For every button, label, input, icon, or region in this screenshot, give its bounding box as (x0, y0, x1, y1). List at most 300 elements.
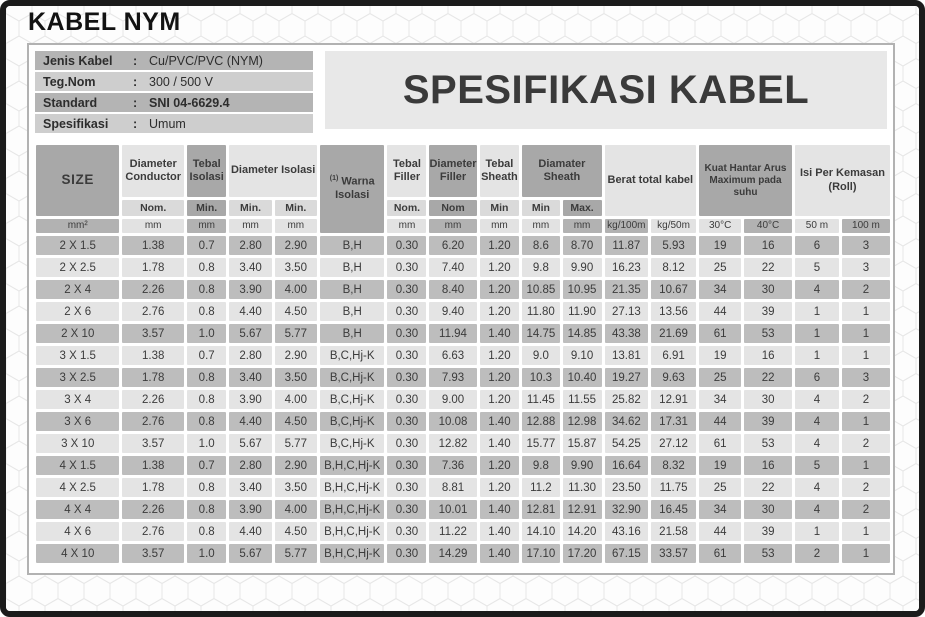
table-cell: 4.00 (275, 280, 317, 299)
table-cell: 1.78 (122, 478, 183, 497)
table-cell: 16.64 (605, 456, 649, 475)
table-cell: 44 (699, 412, 741, 431)
sub-sheath-min: Min (480, 200, 520, 216)
table-cell: 1.20 (480, 478, 520, 497)
table-cell: B,C,Hj-K (320, 434, 385, 453)
table-cell: 0.7 (187, 236, 227, 255)
table-cell: 4 (795, 434, 839, 453)
table-cell: 39 (744, 302, 792, 321)
table-cell: 39 (744, 522, 792, 541)
table-cell: 9.40 (429, 302, 476, 321)
table-cell: 16 (744, 456, 792, 475)
col-kuat-hantar-arus: Kuat Hantar Arus Maximum pada suhu (699, 145, 792, 216)
table-cell: 30 (744, 280, 792, 299)
table-cell: 4.50 (275, 302, 317, 321)
table-cell: 11.94 (429, 324, 476, 343)
table-row (36, 390, 890, 409)
table-cell: 10.01 (429, 500, 476, 519)
table-cell: 8.40 (429, 280, 476, 299)
table-cell: 54.25 (605, 434, 649, 453)
table-cell: 1 (842, 302, 890, 321)
table-cell: 61 (699, 544, 741, 563)
unit-size: mm² (36, 219, 119, 233)
table-cell: 19 (699, 236, 741, 255)
spec-title: SPESIFIKASI KABEL (402, 67, 810, 112)
table-cell: 0.30 (387, 390, 426, 409)
table-cell: 5 (795, 456, 839, 475)
table-cell: 39 (744, 412, 792, 431)
col-tebal-isolasi: Tebal Isolasi (187, 145, 227, 197)
table-cell: 17.10 (522, 544, 559, 563)
table-cell: 4.50 (275, 522, 317, 541)
table-cell: B,C,Hj-K (320, 368, 385, 387)
spec-table-body (36, 236, 890, 563)
info-label: Jenis Kabel (43, 53, 113, 68)
table-cell: B,H (320, 324, 385, 343)
table-cell: 1 (842, 346, 890, 365)
unit-tebal-sheath: mm (480, 219, 520, 233)
table-cell: 1.0 (187, 544, 227, 563)
table-cell: 5.67 (229, 434, 271, 453)
table-cell: 3.57 (122, 544, 183, 563)
table-cell: 0.30 (387, 258, 426, 277)
table-cell: 11.22 (429, 522, 476, 541)
table-cell: 43.16 (605, 522, 649, 541)
table-cell: 0.8 (187, 390, 227, 409)
info-row-jenis-kabel (35, 51, 313, 70)
table-cell: 3.40 (229, 368, 271, 387)
table-cell: 21.35 (605, 280, 649, 299)
table-cell: 1.40 (480, 500, 520, 519)
table-cell: 4 (795, 390, 839, 409)
table-cell: 5.77 (275, 324, 317, 343)
table-row (36, 434, 890, 453)
table-cell: 11.80 (522, 302, 559, 321)
table-cell: 0.30 (387, 500, 426, 519)
table-cell: 4.00 (275, 500, 317, 519)
table-cell: B,H,C,Hj-K (320, 544, 385, 563)
table-cell: 0.30 (387, 302, 426, 321)
table-cell: 0.7 (187, 456, 227, 475)
table-cell: 16 (744, 346, 792, 365)
table-cell: 14.75 (522, 324, 559, 343)
unit-diam-sheath-min: mm (522, 219, 559, 233)
col-diamater-sheath: Diamater Sheath (522, 145, 601, 197)
table-cell: 16.23 (605, 258, 649, 277)
spec-table (33, 142, 893, 566)
table-cell: 2.90 (275, 456, 317, 475)
table-cell: B,H,C,Hj-K (320, 500, 385, 519)
table-cell: B,H (320, 258, 385, 277)
info-row-teg-nom (35, 72, 313, 91)
table-cell: 2.76 (122, 302, 183, 321)
table-row (36, 500, 890, 519)
table-cell: 12.91 (651, 390, 696, 409)
unit-30c: 30°C (699, 219, 741, 233)
table-cell: 3.90 (229, 390, 271, 409)
table-cell: 13.56 (651, 302, 696, 321)
table-cell: 1.20 (480, 346, 520, 365)
spec-title-panel (325, 51, 887, 129)
table-cell: 5.77 (275, 544, 317, 563)
table-cell: 0.8 (187, 258, 227, 277)
spec-table-header (36, 145, 890, 233)
table-cell: 3 (842, 236, 890, 255)
table-cell: 2.90 (275, 346, 317, 365)
table-cell: 3 (842, 368, 890, 387)
table-cell: 3.40 (229, 258, 271, 277)
table-cell: 19.27 (605, 368, 649, 387)
table-cell: 6.63 (429, 346, 476, 365)
table-cell: 5.77 (275, 434, 317, 453)
col-warna-isolasi: $^{(1)}$ Warna Isolasi (320, 145, 385, 233)
table-cell: 1 (795, 302, 839, 321)
table-cell: 1 (842, 456, 890, 475)
col-size: SIZE (36, 145, 119, 216)
table-cell: 8.6 (522, 236, 559, 255)
table-cell: 1.38 (122, 236, 183, 255)
table-cell: 0.8 (187, 280, 227, 299)
table-cell: 8.12 (651, 258, 696, 277)
table-cell: 9.90 (563, 456, 602, 475)
table-cell: 3 X 2.5 (36, 368, 119, 387)
table-cell: 12.81 (522, 500, 559, 519)
table-cell: 33.57 (651, 544, 696, 563)
info-label: Standard (43, 95, 98, 110)
table-cell: 2 X 4 (36, 280, 119, 299)
table-cell: 2.80 (229, 236, 271, 255)
table-cell: 3 X 6 (36, 412, 119, 431)
table-cell: 4.00 (275, 390, 317, 409)
table-cell: 1.20 (480, 258, 520, 277)
table-cell: 27.13 (605, 302, 649, 321)
table-cell: 1.20 (480, 236, 520, 255)
table-cell: 11.87 (605, 236, 649, 255)
table-row (36, 522, 890, 541)
table-cell: 2 (842, 390, 890, 409)
table-cell: 22 (744, 368, 792, 387)
table-cell: 6 (795, 236, 839, 255)
table-cell: 25 (699, 258, 741, 277)
table-cell: 19 (699, 346, 741, 365)
table-cell: 21.69 (651, 324, 696, 343)
table-cell: 16 (744, 236, 792, 255)
table-cell: 14.29 (429, 544, 476, 563)
table-cell: 9.00 (429, 390, 476, 409)
table-cell: 25.82 (605, 390, 649, 409)
table-cell: 0.8 (187, 500, 227, 519)
table-cell: 0.30 (387, 324, 426, 343)
table-cell: B,H (320, 236, 385, 255)
table-cell: 61 (699, 324, 741, 343)
table-cell: 53 (744, 434, 792, 453)
table-cell: 1 (842, 412, 890, 431)
table-cell: 3 X 10 (36, 434, 119, 453)
table-cell: 3.50 (275, 478, 317, 497)
table-cell: 2.90 (275, 236, 317, 255)
table-row (36, 478, 890, 497)
table-cell: 3.50 (275, 368, 317, 387)
unit-tebal-filler: mm (387, 219, 426, 233)
col-berat-total-kabel: Berat total kabel (605, 145, 696, 216)
table-cell: 1.78 (122, 368, 183, 387)
table-cell: 4.40 (229, 412, 271, 431)
table-cell: 7.93 (429, 368, 476, 387)
table-cell: 11.45 (522, 390, 559, 409)
table-cell: 9.90 (563, 258, 602, 277)
table-cell: 4 (795, 478, 839, 497)
table-cell: 2.76 (122, 522, 183, 541)
table-cell: B,C,Hj-K (320, 412, 385, 431)
unit-100m: 100 m (842, 219, 890, 233)
table-cell: 5.67 (229, 324, 271, 343)
table-cell: 11.30 (563, 478, 602, 497)
table-cell: 11.90 (563, 302, 602, 321)
info-value: SNI 04-6629.4 (149, 95, 230, 110)
table-cell: B,H (320, 302, 385, 321)
table-cell: 3.90 (229, 500, 271, 519)
table-cell: 17.31 (651, 412, 696, 431)
table-cell: 0.30 (387, 522, 426, 541)
table-cell: 14.20 (563, 522, 602, 541)
table-cell: 1.20 (480, 390, 520, 409)
col-diameter-conductor: Diameter Conductor (122, 145, 183, 197)
table-row (36, 368, 890, 387)
table-cell: 3.40 (229, 478, 271, 497)
table-cell: 4 X 10 (36, 544, 119, 563)
table-cell: 0.30 (387, 478, 426, 497)
col-tebal-sheath: Tebal Sheath (480, 145, 520, 197)
table-cell: 1.40 (480, 434, 520, 453)
unit-diam-isolasi-2: mm (275, 219, 317, 233)
unit-50m: 50 m (795, 219, 839, 233)
table-cell: 2.76 (122, 412, 183, 431)
table-cell: B,C,Hj-K (320, 390, 385, 409)
sub-diam-isolasi-min-1: Min. (229, 200, 271, 216)
table-cell: 2.80 (229, 346, 271, 365)
table-cell: 2 (842, 478, 890, 497)
table-cell: 2 X 1.5 (36, 236, 119, 255)
table-cell: 4.40 (229, 302, 271, 321)
table-cell: 5.93 (651, 236, 696, 255)
table-cell: 15.77 (522, 434, 559, 453)
table-cell: 1.20 (480, 368, 520, 387)
table-cell: 0.8 (187, 302, 227, 321)
table-cell: 3.50 (275, 258, 317, 277)
header-row-3 (36, 219, 890, 233)
table-cell: 32.90 (605, 500, 649, 519)
info-value: Cu/PVC/PVC (NYM) (149, 53, 263, 68)
table-row (36, 280, 890, 299)
table-cell: B,H,C,Hj-K (320, 478, 385, 497)
table-cell: 9.0 (522, 346, 559, 365)
table-cell: 7.40 (429, 258, 476, 277)
info-value: Umum (149, 116, 186, 131)
table-cell: 1.40 (480, 522, 520, 541)
table-cell: 4.40 (229, 522, 271, 541)
table-cell: 13.81 (605, 346, 649, 365)
table-cell: 27.12 (651, 434, 696, 453)
info-colon: : (133, 116, 138, 131)
unit-kg-50m: kg/50m (651, 219, 696, 233)
table-cell: 7.36 (429, 456, 476, 475)
table-cell: 30 (744, 390, 792, 409)
table-cell: B,H (320, 280, 385, 299)
table-cell: 53 (744, 324, 792, 343)
info-row-standard (35, 93, 313, 112)
table-cell: 10.85 (522, 280, 559, 299)
table-cell: 16.45 (651, 500, 696, 519)
table-cell: 1.38 (122, 456, 183, 475)
table-cell: 10.67 (651, 280, 696, 299)
table-cell: 2.80 (229, 456, 271, 475)
table-cell: 17.20 (563, 544, 602, 563)
unit-diam-isolasi-1: mm (229, 219, 271, 233)
table-cell: 1.40 (480, 412, 520, 431)
table-cell: 30 (744, 500, 792, 519)
info-label: Teg.Nom (43, 74, 96, 89)
table-cell: 14.85 (563, 324, 602, 343)
unit-diam-filler: mm (429, 219, 476, 233)
table-cell: 0.30 (387, 280, 426, 299)
table-cell: 21.58 (651, 522, 696, 541)
table-cell: 0.8 (187, 368, 227, 387)
info-row-spesifikasi (35, 114, 313, 133)
table-cell: B,C,Hj-K (320, 346, 385, 365)
table-cell: 0.30 (387, 236, 426, 255)
table-cell: 1 (842, 522, 890, 541)
table-cell: 1.38 (122, 346, 183, 365)
table-cell: 4 X 2.5 (36, 478, 119, 497)
table-cell: 10.3 (522, 368, 559, 387)
unit-40c: 40°C (744, 219, 792, 233)
table-cell: 9.8 (522, 456, 559, 475)
table-cell: 2 (842, 434, 890, 453)
table-row (36, 346, 890, 365)
table-cell: 0.30 (387, 544, 426, 563)
table-cell: 0.30 (387, 434, 426, 453)
table-cell: 1 (795, 522, 839, 541)
table-cell: 12.82 (429, 434, 476, 453)
table-cell: 61 (699, 434, 741, 453)
table-cell: 4 X 6 (36, 522, 119, 541)
unit-conductor: mm (122, 219, 183, 233)
table-cell: 8.81 (429, 478, 476, 497)
table-cell: 2 (842, 280, 890, 299)
table-row (36, 258, 890, 277)
sub-isolasi-min: Min. (187, 200, 227, 216)
table-cell: 12.98 (563, 412, 602, 431)
table-cell: 4 (795, 412, 839, 431)
table-cell: 0.30 (387, 412, 426, 431)
table-row (36, 544, 890, 563)
table-cell: 8.32 (651, 456, 696, 475)
table-cell: 2 (795, 544, 839, 563)
table-cell: 23.50 (605, 478, 649, 497)
table-cell: 4.50 (275, 412, 317, 431)
table-cell: 6.91 (651, 346, 696, 365)
sub-diam-filler-nom: Nom (429, 200, 476, 216)
unit-kg-100m: kg/100m (605, 219, 649, 233)
table-cell: 1.0 (187, 434, 227, 453)
sub-diam-sheath-min: Min (522, 200, 559, 216)
table-cell: 44 (699, 302, 741, 321)
table-cell: 0.8 (187, 522, 227, 541)
table-cell: 44 (699, 522, 741, 541)
table-cell: 15.87 (563, 434, 602, 453)
page-title: KABEL NYM (28, 8, 181, 36)
table-cell: 3.90 (229, 280, 271, 299)
table-cell: 10.08 (429, 412, 476, 431)
table-cell: 0.8 (187, 412, 227, 431)
table-cell: 3 X 1.5 (36, 346, 119, 365)
info-colon: : (133, 95, 138, 110)
table-cell: 34 (699, 280, 741, 299)
col-tebal-filler: Tebal Filler (387, 145, 426, 197)
table-cell: 12.88 (522, 412, 559, 431)
col-diameter-isolasi: Diameter Isolasi (229, 145, 316, 197)
table-cell: 11.55 (563, 390, 602, 409)
table-cell: 1 (795, 324, 839, 343)
table-cell: 11.75 (651, 478, 696, 497)
table-cell: 4 (795, 280, 839, 299)
table-cell: 4 (795, 500, 839, 519)
table-cell: 67.15 (605, 544, 649, 563)
table-cell: 8.70 (563, 236, 602, 255)
table-cell: 11.2 (522, 478, 559, 497)
info-value: 300 / 500 V (149, 74, 213, 89)
table-cell: 10.40 (563, 368, 602, 387)
table-cell: 34.62 (605, 412, 649, 431)
header-row-1 (36, 145, 890, 197)
table-cell: 0.8 (187, 478, 227, 497)
table-cell: 19 (699, 456, 741, 475)
table-cell: 5 (795, 258, 839, 277)
table-cell: 22 (744, 478, 792, 497)
table-cell: 43.38 (605, 324, 649, 343)
table-cell: 0.30 (387, 368, 426, 387)
table-cell: 12.91 (563, 500, 602, 519)
table-cell: 34 (699, 500, 741, 519)
col-diameter-filler: Diameter Filler (429, 145, 476, 197)
info-label: Spesifikasi (43, 116, 109, 131)
table-cell: 6.20 (429, 236, 476, 255)
table-cell: B,H,C,Hj-K (320, 522, 385, 541)
table-cell: 1.78 (122, 258, 183, 277)
table-cell: 3 X 4 (36, 390, 119, 409)
table-row (36, 412, 890, 431)
table-cell: 0.30 (387, 456, 426, 475)
table-cell: 2 X 6 (36, 302, 119, 321)
table-cell: 10.95 (563, 280, 602, 299)
table-cell: 2.26 (122, 500, 183, 519)
table-cell: 22 (744, 258, 792, 277)
table-cell: 2 X 2.5 (36, 258, 119, 277)
table-row (36, 324, 890, 343)
table-cell: 0.7 (187, 346, 227, 365)
unit-tebal-isolasi: mm (187, 219, 227, 233)
table-cell: 1 (795, 346, 839, 365)
table-row (36, 236, 890, 255)
sub-filler-nom: Nom. (387, 200, 426, 216)
sub-conductor-nom: Nom. (122, 200, 183, 216)
table-cell: 53 (744, 544, 792, 563)
content-panel (27, 43, 895, 575)
table-cell: 5.67 (229, 544, 271, 563)
info-box (35, 51, 313, 135)
unit-diam-sheath-max: mm (563, 219, 602, 233)
sub-diam-isolasi-min-2: Min. (275, 200, 317, 216)
